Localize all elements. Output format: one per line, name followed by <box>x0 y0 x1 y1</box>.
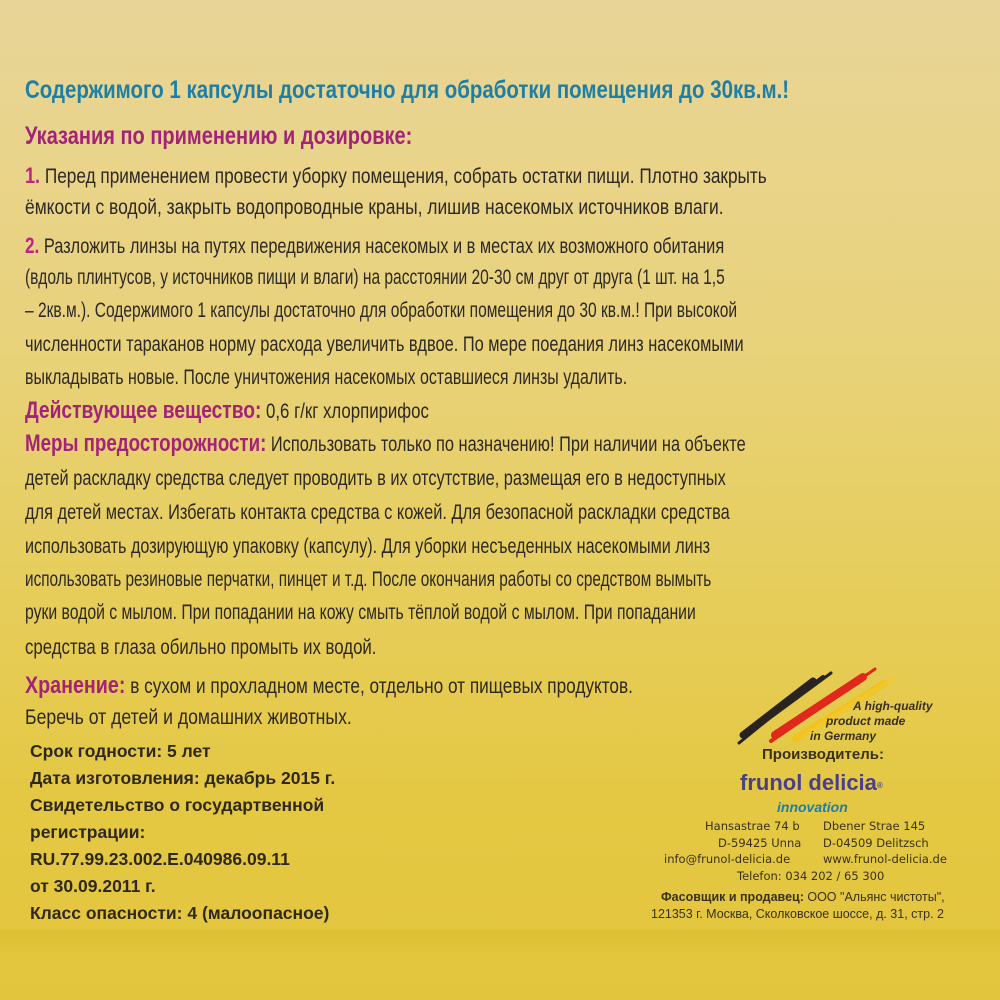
address-left-1: Hansastrae 74 b <box>705 819 800 833</box>
step2-line3: – 2кв.м.). Содержимого 1 капсулы достаточно для обработки помещения до 30 кв.м.! При высокой <box>25 299 738 322</box>
packer-label: Фасовщик и продавец: <box>661 890 804 904</box>
step2-line1 <box>25 233 724 259</box>
precautions-line4: использовать резиновые перчатки, пинцет и т.д. После окончания работы со средством вымыть <box>25 568 712 591</box>
address-left-2: D-59425 Unna <box>718 836 802 850</box>
email-link[interactable]: info@frunol-delicia.de <box>664 852 791 866</box>
manufacture-date: Дата изготовления: декабрь 2015 г. <box>30 768 336 788</box>
registered-mark: ® <box>876 781 883 790</box>
precautions-row <box>25 430 746 458</box>
precautions-line3: использовать дозирующую упаковку (капсулу). Для уборки несъеденных насекомыми линз <box>25 535 711 558</box>
phone: Telefon: 034 202 / 65 300 <box>737 869 885 883</box>
badge-line3: in Germany <box>810 729 877 743</box>
hazard-class: Класс опасности: 4 (малоопасное) <box>30 903 330 923</box>
badge-line2: product made <box>826 714 906 728</box>
certificate-number: RU.77.99.23.002.E.040986.09.11 <box>30 849 290 869</box>
address-right-2: D-04509 Delitzsch <box>823 836 929 850</box>
step2-number: 2. <box>25 233 40 258</box>
step2-line2: (вдоль плинтусов, у источников пищи и влаги) на расстоянии 20-30 см друг от друга (1 шт. на 1,5 <box>25 266 725 289</box>
certificate-date: от 30.09.2011 г. <box>30 876 156 896</box>
step2-line5: выкладывать новые. После уничтожения насекомых оставшиеся линзы удалить. <box>25 366 628 389</box>
step1-number: 1. <box>25 163 41 188</box>
packer-company: ООО "Альянс чистоты", <box>807 890 945 904</box>
address-right-1: Dbener Strae 145 <box>823 819 926 833</box>
step1-line2: ёмкости с водой, закрыть водопроводные краны, лишив насекомых источников влаги. <box>25 196 724 219</box>
storage-title: Хранение: <box>25 672 126 699</box>
certificate-line2: регистрации: <box>30 822 146 842</box>
packer-address: 121353 г. Москва, Сколковское шоссе, д. 31, стр. 2 <box>651 907 944 921</box>
storage-line2: Беречь от детей и домашних животных. <box>25 706 352 729</box>
usage-section-title: Указания по применению и дозировке: <box>25 122 413 150</box>
precautions-line5: руки водой с мылом. При попадании на кожу смыть тёплой водой с мылом. При попадании <box>25 601 696 624</box>
step1-line1 <box>25 163 767 189</box>
precautions-line6: средства в глаза обильно промыть их водой. <box>25 636 377 659</box>
brand-tagline: innovation <box>777 799 848 815</box>
active-substance-title: Действующее вещество: <box>25 397 262 424</box>
brand-name: frunol delicia <box>740 770 877 795</box>
headline: Содержимого 1 капсулы достаточно для обработки помещения до 30кв.м.! <box>25 76 790 104</box>
active-substance-row <box>25 397 429 425</box>
certificate-line1: Свидетельство о государтвенной <box>30 795 325 815</box>
shelf-life: Срок годности: 5 лет <box>30 741 211 761</box>
precautions-line1: детей раскладку средства следует проводить в их отсутствие, размещая его в недоступных <box>25 467 726 490</box>
packer-row <box>661 890 945 904</box>
step2-text-1: Разложить линзы на путях передвижения насекомых и в местах их возможного обитания <box>43 235 725 258</box>
active-substance-value: 0,6 г/кг хлорпирифос <box>266 400 429 423</box>
storage-value: в сухом и прохладном месте, отдельно от пищевых продуктов. <box>130 675 633 698</box>
bottom-shade-band <box>0 930 1000 952</box>
precautions-first-line: Использовать только по назначению! При наличии на объекте <box>270 433 746 456</box>
step2-line4: численности тараканов норму расхода увеличить вдвое. По мере поедания линз насекомыми <box>25 333 744 356</box>
precautions-line2: для детей местах. Избегать контакта средства с кожей. Для безопасной раскладки средства <box>25 501 730 524</box>
precautions-title: Меры предосторожности: <box>25 430 267 457</box>
storage-row <box>25 672 633 700</box>
manufacturer-label: Производитель: <box>762 746 884 763</box>
badge-line1: A high-quality <box>853 699 933 713</box>
step1-text-1: Перед применением провести уборку помещения, собрать остатки пищи. Плотно закрыть <box>44 165 767 188</box>
website-link[interactable]: www.frunol-delicia.de <box>823 852 947 866</box>
brand-logo <box>740 770 883 796</box>
